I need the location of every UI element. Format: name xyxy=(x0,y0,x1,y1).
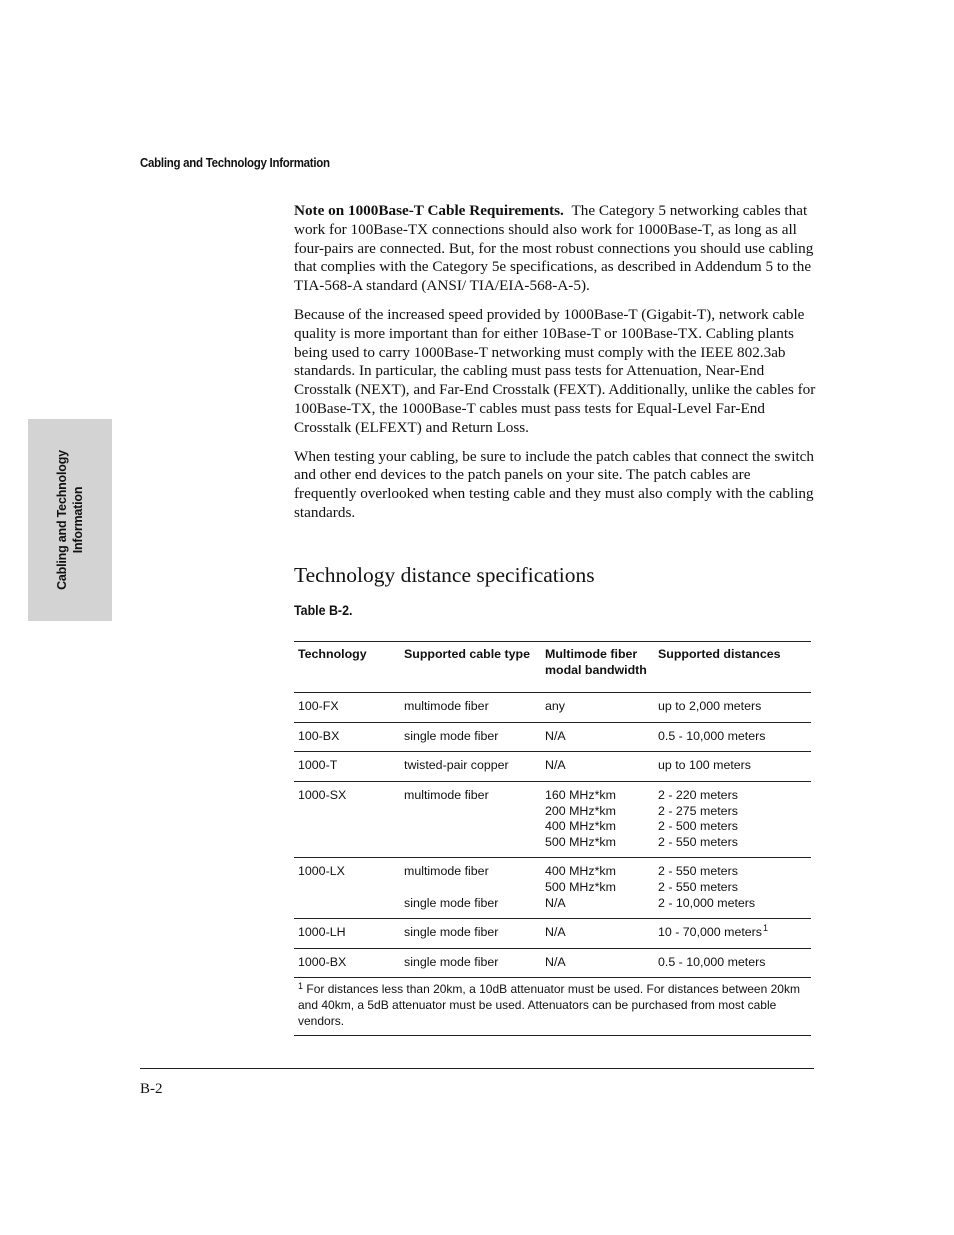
cell-distance xyxy=(654,858,811,919)
paragraph-testing: When testing your cabling, be sure to include the patch cables that connect the switch and other end devices to the patch panels on your site. The patch cables are frequently overlooked when testing cable and they must also comply with the cabling standards. xyxy=(294,447,815,521)
cell-technology: 100-BX xyxy=(294,722,400,752)
note-paragraph xyxy=(294,202,816,296)
table-row xyxy=(294,722,811,752)
footnote-text: For distances less than 20km, a 10dB attenuator must be used. For distances between 20km and 40km, a 5dB attenuator must be used. Attenuators can be purchased from most cable vendors. xyxy=(298,982,800,1029)
header-bandwidth-line-2: modal bandwidth xyxy=(545,662,647,677)
cell-cable-type: single mode fiber xyxy=(400,919,541,949)
side-tab-label xyxy=(54,420,86,620)
header-bandwidth-line-1: Multimode fiber xyxy=(545,647,638,661)
distance-value: 2 - 500 meters xyxy=(658,819,738,834)
cell-technology: 1000-BX xyxy=(294,948,400,978)
cell-cable-type: single mode fiber xyxy=(400,948,541,978)
cell-distance: 0.5 - 10,000 meters xyxy=(654,948,811,978)
page-number: B-2 xyxy=(140,1081,163,1097)
table-caption: Table B-2. xyxy=(294,603,353,618)
cable-type-value: multimode fiber xyxy=(404,864,489,879)
cell-bandwidth: any xyxy=(541,693,654,723)
bandwidth-value: 400 MHz*km xyxy=(545,864,616,879)
bandwidth-value: 160 MHz*km xyxy=(545,787,616,802)
table-row xyxy=(294,781,811,857)
spacer xyxy=(404,880,537,896)
table-row xyxy=(294,693,811,723)
distance-value: 2 - 550 meters xyxy=(658,834,738,849)
cell-bandwidth xyxy=(541,781,654,857)
side-tab-line-2: Information xyxy=(71,486,85,554)
cable-type-value: single mode fiber xyxy=(404,895,499,910)
distance-value: 2 - 550 meters xyxy=(658,879,738,894)
table-row xyxy=(294,858,811,919)
section-heading: Technology distance specifications xyxy=(294,563,595,587)
running-head: Cabling and Technology Information xyxy=(140,156,330,170)
note-title: Note on 1000Base-T Cable Requirements. xyxy=(294,202,564,219)
table-row xyxy=(294,919,811,949)
table-footnote xyxy=(294,978,811,1036)
distance-value: 2 - 275 meters xyxy=(658,803,738,818)
header-technology: Technology xyxy=(294,642,400,693)
cell-bandwidth: N/A xyxy=(541,948,654,978)
cell-bandwidth: N/A xyxy=(541,752,654,782)
cell-technology: 1000-T xyxy=(294,752,400,782)
cell-distance: up to 2,000 meters xyxy=(654,693,811,723)
distance-value: 2 - 550 meters xyxy=(658,864,738,879)
note-text: The Category 5 networking cables that work for 100Base-TX connections should also work for 1000Base-T, as long as all four-pairs are connected. But, for the most robust connections you should use cabling that complies with the Category 5e specifications, as described in Addendum 5 to the TIA-568-A standard (ANSI/ TIA/EIA-568-A-5). xyxy=(294,202,814,295)
bandwidth-value: N/A xyxy=(545,895,566,910)
cell-bandwidth xyxy=(541,858,654,919)
cell-technology: 1000-SX xyxy=(294,781,400,857)
cell-technology: 100-FX xyxy=(294,693,400,723)
cell-distance: up to 100 meters xyxy=(654,752,811,782)
table-footnote-row xyxy=(294,978,811,1036)
header-distances: Supported distances xyxy=(654,642,811,693)
bandwidth-value: 500 MHz*km xyxy=(545,834,616,849)
cell-cable-type: multimode fiber xyxy=(400,693,541,723)
cell-cable-type: twisted-pair copper xyxy=(400,752,541,782)
table-header-row xyxy=(294,642,811,693)
footnote-reference: 1 xyxy=(763,923,769,934)
distance-value: 2 - 10,000 meters xyxy=(658,895,756,910)
header-cable-type: Supported cable type xyxy=(400,642,541,693)
distance-value: 2 - 220 meters xyxy=(658,787,738,802)
cell-bandwidth: N/A xyxy=(541,919,654,949)
header-bandwidth xyxy=(541,642,654,693)
footnote-marker: 1 xyxy=(298,981,304,992)
side-tab xyxy=(28,419,112,621)
footer-rule xyxy=(140,1068,814,1069)
paragraph-speed: Because of the increased speed provided by 1000Base-T (Gigabit-T), network cable quality is more important than for either 10Base-T or 100Base-TX. Cabling plants being used to carry 1000Base-T networking must comply with the IEEE 802.3ab standards. In particular, the cabling must pass tests for Attenuation, Near-End Crosstalk (NEXT), and Far-End Crosstalk (FEXT). Additionally, unlike the cables for 100Base-TX, the 1000Base-T cables must pass tests for Equal-Level Far-End Crosstalk (ELFEXT) and Return Loss. xyxy=(294,305,816,436)
cell-cable-type: multimode fiber xyxy=(400,781,541,857)
cell-bandwidth: N/A xyxy=(541,722,654,752)
bandwidth-value: 500 MHz*km xyxy=(545,879,616,894)
side-tab-line-1: Cabling and Technology xyxy=(55,450,69,590)
table-row xyxy=(294,948,811,978)
cell-technology: 1000-LX xyxy=(294,858,400,919)
distance-value: 10 - 70,000 meters xyxy=(658,925,763,940)
bandwidth-value: 400 MHz*km xyxy=(545,819,616,834)
cell-distance xyxy=(654,781,811,857)
body-text xyxy=(294,202,816,533)
cell-technology: 1000-LH xyxy=(294,919,400,949)
cell-cable-type: single mode fiber xyxy=(400,722,541,752)
cell-distance: 0.5 - 10,000 meters xyxy=(654,722,811,752)
distance-spec-table xyxy=(294,641,811,1036)
cell-distance xyxy=(654,919,811,949)
bandwidth-value: 200 MHz*km xyxy=(545,803,616,818)
cell-cable-type xyxy=(400,858,541,919)
table-row xyxy=(294,752,811,782)
